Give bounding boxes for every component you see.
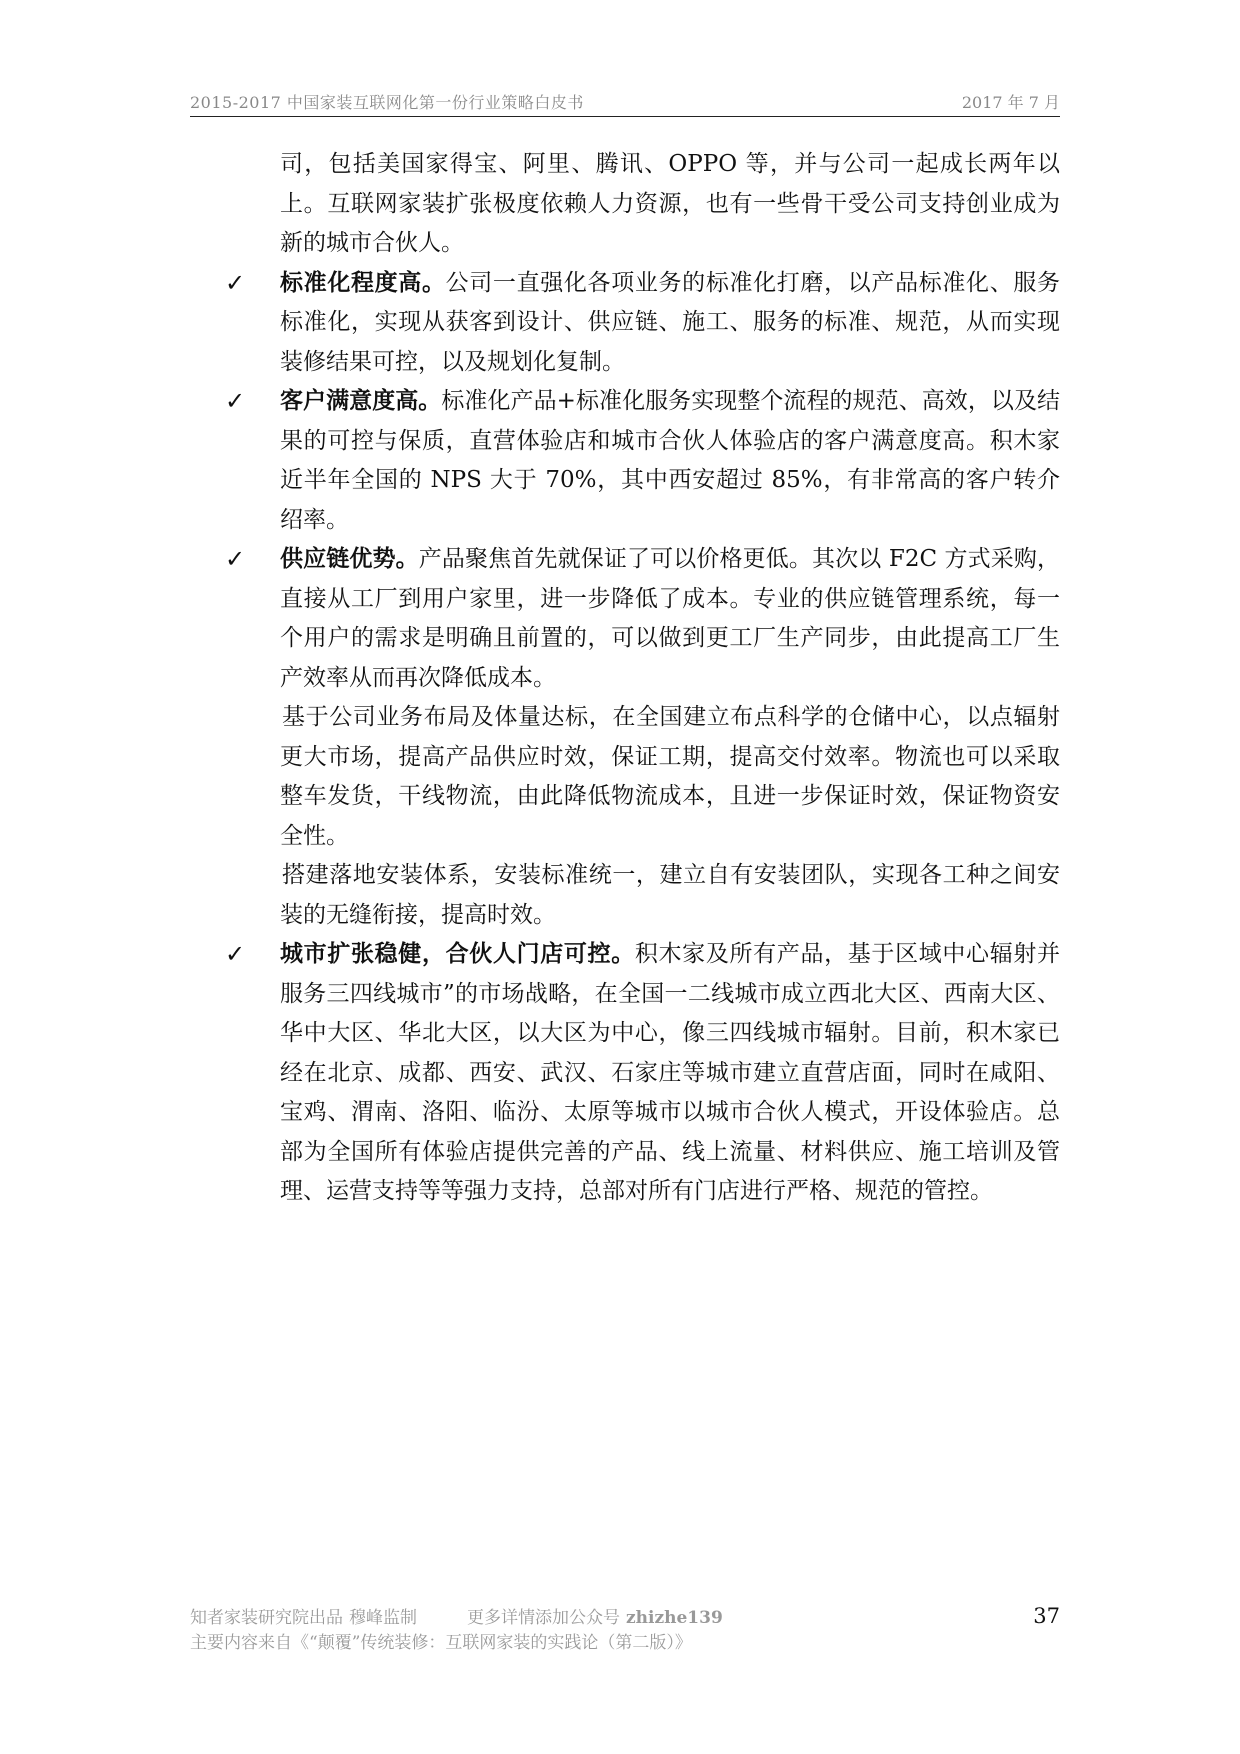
footer-wechat-prefix: 更多详情添加公众号 [467, 1608, 620, 1628]
item-text: 积木家及所有产品，基于区域中心辐射并服务三四线城市”的市场战略，在全国一二线城市成立西北大区、西南大区、华中大区、华北大区，以大区为中心，像三四线城市辐射。目前，积木家已经在北京、成都、西安、武汉、石家庄等城市建立直营店面，同时在咸阳、宝鸡、渭南、洛阳、临汾、太原等城市以城市合伙人模式，开设体验店。总部为全国所有体验店提供完善的产品、线上流量、材料供应、施工培训及管理、运营支持等等强力支持，总部对所有门店进行严格、规范的管控。 [280, 941, 1060, 1204]
page-header [190, 88, 1060, 117]
intro-paragraph: 司，包括美国家得宝、阿里、腾讯、OPPO 等，并与公司一起成长两年以上。互联网家装扩张极度依赖人力资源，也有一些骨干受公司支持创业成为新的城市合伙人。 [280, 151, 1060, 256]
header-date: 2017 年 7 月 [961, 93, 1060, 112]
list-item-standardization [225, 264, 1060, 383]
check-icon: ✓ [225, 387, 246, 415]
footer-supervisor: 穆峰监制 [349, 1608, 417, 1628]
main-content [225, 145, 1061, 1212]
page-footer [190, 1606, 1060, 1656]
check-icon: ✓ [225, 940, 246, 968]
header-title: 2015-2017 中国家装互联网化第一份行业策略白皮书 [190, 93, 584, 112]
list-item-city-expansion [225, 935, 1060, 1212]
footer-wechat-id: zhizhe139 [626, 1608, 723, 1628]
item-title: 客户满意度高。 [280, 388, 442, 414]
item-title: 标准化程度高。 [280, 269, 446, 296]
warehouse-paragraph: 基于公司业务布局及体量达标，在全国建立布点科学的仓储中心，以点辐射更大市场，提高产品供应时效，保证工期，提高交付效率。物流也可以采取整车发货，干线物流，由此降低物流成本，且进一步保证时效，保证物资安全性。 [280, 704, 1060, 849]
item-text: 公司一直强化各项业务的标准化打磨，以产品标准化、服务标准化，实现从获客到设计、供应链、施工、服务的标准、规范，从而实现装修结果可控，以及规划化复制。 [280, 269, 1060, 375]
item-text: 产品聚焦首先就保证了可以价格更低。其次以 F2C 方式采购，直接从工厂到用户家里，进一步降低了成本。专业的供应链管理系统，每一个用户的需求是明确且前置的，可以做到更工厂生产同步，由此提高工厂生产效率从而再次降低成本。 [280, 546, 1061, 691]
list-item-supply-chain [225, 540, 1061, 698]
check-icon: ✓ [225, 545, 246, 573]
footer-source: 主要内容来自《“颠覆”传统装修：互联网家装的实践论（第二版）》 [190, 1633, 692, 1653]
check-icon: ✓ [225, 268, 246, 297]
item-title: 城市扩张稳健，合伙人门店可控。 [280, 941, 635, 967]
item-text: 标准化产品+标准化服务实现整个流程的规范、高效，以及结果的可控与保质，直营体验店和城市合伙人体验店的客户满意度高。积木家近半年全国的 NPS 大于 70%，其中西安超过 85%，有非常高的客户转介绍率。 [280, 388, 1061, 533]
footer-producer: 知者家装研究院出品 [190, 1608, 343, 1628]
item-title: 供应链优势。 [280, 546, 419, 572]
page-number: 37 [1033, 1604, 1060, 1628]
list-item-satisfaction [225, 382, 1061, 540]
installation-paragraph: 搭建落地安装体系，安装标准统一，建立自有安装团队，实现各工种之间安装的无缝衔接，提高时效。 [280, 862, 1060, 928]
